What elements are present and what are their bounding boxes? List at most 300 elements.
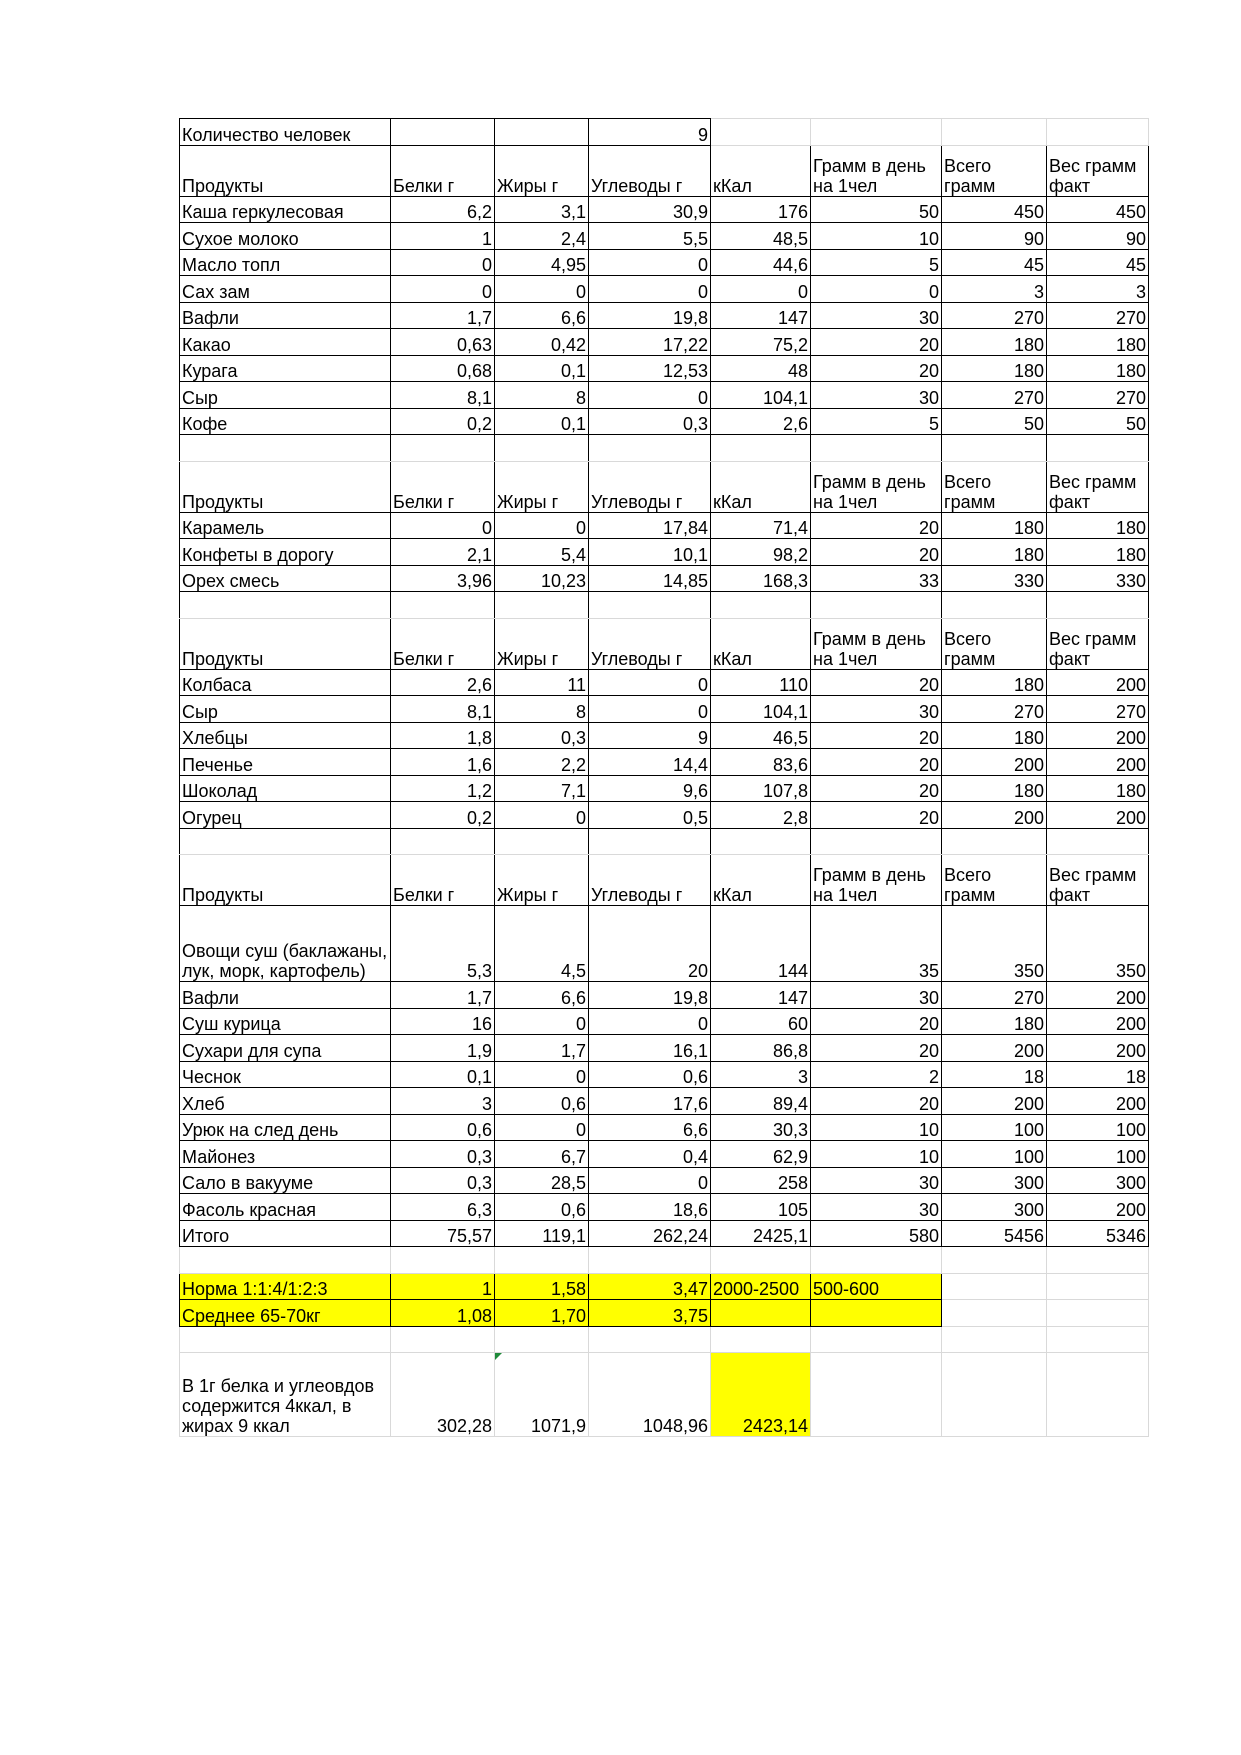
- empty-cell[interactable]: [1047, 1247, 1149, 1274]
- column-header[interactable]: Грамм в день на 1чел: [811, 145, 942, 196]
- product-name[interactable]: Овощи суш (баклажаны, лук, морк, картофель): [180, 906, 391, 982]
- empty-cell[interactable]: [942, 1300, 1047, 1327]
- value-cell[interactable]: 0: [711, 276, 811, 303]
- value-cell[interactable]: 18: [942, 1061, 1047, 1088]
- value-cell[interactable]: 270: [1047, 302, 1149, 329]
- value-cell[interactable]: 1,9: [391, 1035, 495, 1062]
- value-cell[interactable]: 450: [942, 196, 1047, 223]
- value-cell[interactable]: 300: [942, 1194, 1047, 1221]
- value-cell[interactable]: 0: [495, 1061, 589, 1088]
- value-cell[interactable]: 1,2: [391, 775, 495, 802]
- value-cell[interactable]: 0,3: [495, 722, 589, 749]
- value-cell[interactable]: 50: [811, 196, 942, 223]
- avg-value[interactable]: [811, 1300, 942, 1327]
- empty-cell[interactable]: [942, 1326, 1047, 1353]
- empty-cell[interactable]: [180, 1326, 391, 1353]
- empty-cell[interactable]: [711, 592, 811, 619]
- value-cell[interactable]: 6,2: [391, 196, 495, 223]
- value-cell[interactable]: 17,84: [589, 512, 711, 539]
- column-header[interactable]: Всего грамм: [942, 461, 1047, 512]
- value-cell[interactable]: 0: [495, 512, 589, 539]
- product-name[interactable]: Шоколад: [180, 775, 391, 802]
- value-cell[interactable]: 0: [391, 276, 495, 303]
- energy-value[interactable]: 302,28: [391, 1353, 495, 1437]
- empty-cell[interactable]: [711, 1326, 811, 1353]
- value-cell[interactable]: 0: [391, 512, 495, 539]
- value-cell[interactable]: 48,5: [711, 223, 811, 250]
- total-label[interactable]: Итого: [180, 1220, 391, 1247]
- value-cell[interactable]: 10,1: [589, 539, 711, 566]
- value-cell[interactable]: 10,23: [495, 565, 589, 592]
- product-name[interactable]: Чеснок: [180, 1061, 391, 1088]
- norm-label[interactable]: Норма 1:1:4/1:2:3: [180, 1273, 391, 1300]
- value-cell[interactable]: 200: [942, 1035, 1047, 1062]
- empty-cell[interactable]: [1047, 1273, 1149, 1300]
- value-cell[interactable]: 20: [811, 1088, 942, 1115]
- value-cell[interactable]: 200: [1047, 1088, 1149, 1115]
- value-cell[interactable]: 5: [811, 249, 942, 276]
- empty-cell[interactable]: [811, 435, 942, 462]
- value-cell[interactable]: 0: [589, 696, 711, 723]
- value-cell[interactable]: 83,6: [711, 749, 811, 776]
- value-cell[interactable]: 89,4: [711, 1088, 811, 1115]
- column-header[interactable]: Углеводы г: [589, 461, 711, 512]
- total-value[interactable]: 119,1: [495, 1220, 589, 1247]
- value-cell[interactable]: 0,1: [495, 408, 589, 435]
- value-cell[interactable]: 14,4: [589, 749, 711, 776]
- value-cell[interactable]: 33: [811, 565, 942, 592]
- value-cell[interactable]: 62,9: [711, 1141, 811, 1168]
- value-cell[interactable]: 3: [391, 1088, 495, 1115]
- product-name[interactable]: Какао: [180, 329, 391, 356]
- empty-cell[interactable]: [589, 435, 711, 462]
- total-value[interactable]: 5456: [942, 1220, 1047, 1247]
- empty-cell[interactable]: [1047, 592, 1149, 619]
- value-cell[interactable]: 5,4: [495, 539, 589, 566]
- product-name[interactable]: Орех смесь: [180, 565, 391, 592]
- value-cell[interactable]: 5,3: [391, 906, 495, 982]
- value-cell[interactable]: 28,5: [495, 1167, 589, 1194]
- value-cell[interactable]: 20: [811, 512, 942, 539]
- value-cell[interactable]: 35: [811, 906, 942, 982]
- empty-cell[interactable]: [589, 1326, 711, 1353]
- empty-cell[interactable]: [711, 435, 811, 462]
- value-cell[interactable]: 180: [942, 775, 1047, 802]
- value-cell[interactable]: 8: [495, 696, 589, 723]
- column-header[interactable]: Белки г: [391, 855, 495, 906]
- column-header[interactable]: Продукты: [180, 855, 391, 906]
- value-cell[interactable]: 147: [711, 982, 811, 1009]
- empty-cell[interactable]: [942, 592, 1047, 619]
- value-cell[interactable]: 50: [1047, 408, 1149, 435]
- column-header[interactable]: Жиры г: [495, 618, 589, 669]
- value-cell[interactable]: 0: [589, 382, 711, 409]
- value-cell[interactable]: 10: [811, 1114, 942, 1141]
- value-cell[interactable]: 7,1: [495, 775, 589, 802]
- value-cell[interactable]: 0: [495, 1008, 589, 1035]
- empty-cell[interactable]: [811, 1353, 942, 1437]
- product-name[interactable]: Кофе: [180, 408, 391, 435]
- norm-value[interactable]: 1,58: [495, 1273, 589, 1300]
- column-header[interactable]: Углеводы г: [589, 618, 711, 669]
- column-header[interactable]: Жиры г: [495, 461, 589, 512]
- total-value[interactable]: 2425,1: [711, 1220, 811, 1247]
- value-cell[interactable]: 46,5: [711, 722, 811, 749]
- value-cell[interactable]: 270: [942, 382, 1047, 409]
- product-name[interactable]: Сухари для супа: [180, 1035, 391, 1062]
- total-value[interactable]: 262,24: [589, 1220, 711, 1247]
- value-cell[interactable]: 30,3: [711, 1114, 811, 1141]
- column-header[interactable]: Грамм в день на 1чел: [811, 461, 942, 512]
- value-cell[interactable]: 5: [811, 408, 942, 435]
- product-name[interactable]: Каша геркулесовая: [180, 196, 391, 223]
- value-cell[interactable]: 2,8: [711, 802, 811, 829]
- value-cell[interactable]: 17,22: [589, 329, 711, 356]
- value-cell[interactable]: 200: [1047, 669, 1149, 696]
- value-cell[interactable]: 20: [811, 775, 942, 802]
- value-cell[interactable]: 180: [942, 722, 1047, 749]
- product-name[interactable]: Хлебцы: [180, 722, 391, 749]
- value-cell[interactable]: 1,7: [391, 302, 495, 329]
- value-cell[interactable]: 20: [811, 802, 942, 829]
- column-header[interactable]: Углеводы г: [589, 145, 711, 196]
- value-cell[interactable]: 45: [1047, 249, 1149, 276]
- value-cell[interactable]: 0: [589, 669, 711, 696]
- value-cell[interactable]: 45: [942, 249, 1047, 276]
- total-value[interactable]: 5346: [1047, 1220, 1149, 1247]
- product-name[interactable]: Масло топл: [180, 249, 391, 276]
- value-cell[interactable]: 90: [1047, 223, 1149, 250]
- value-cell[interactable]: 90: [942, 223, 1047, 250]
- value-cell[interactable]: 20: [811, 329, 942, 356]
- value-cell[interactable]: 86,8: [711, 1035, 811, 1062]
- value-cell[interactable]: 19,8: [589, 302, 711, 329]
- value-cell[interactable]: 17,6: [589, 1088, 711, 1115]
- value-cell[interactable]: 107,8: [711, 775, 811, 802]
- value-cell[interactable]: 0,68: [391, 355, 495, 382]
- value-cell[interactable]: 12,53: [589, 355, 711, 382]
- empty-cell[interactable]: [942, 1353, 1047, 1437]
- column-header[interactable]: Углеводы г: [589, 855, 711, 906]
- column-header[interactable]: Продукты: [180, 618, 391, 669]
- value-cell[interactable]: 0: [495, 1114, 589, 1141]
- value-cell[interactable]: 180: [1047, 329, 1149, 356]
- value-cell[interactable]: 5,5: [589, 223, 711, 250]
- value-cell[interactable]: 6,6: [589, 1114, 711, 1141]
- value-cell[interactable]: 6,6: [495, 982, 589, 1009]
- value-cell[interactable]: 0: [495, 802, 589, 829]
- value-cell[interactable]: 270: [1047, 696, 1149, 723]
- value-cell[interactable]: 20: [811, 1008, 942, 1035]
- total-value[interactable]: 580: [811, 1220, 942, 1247]
- value-cell[interactable]: 100: [942, 1114, 1047, 1141]
- empty-cell[interactable]: [942, 435, 1047, 462]
- value-cell[interactable]: 0,2: [391, 802, 495, 829]
- column-header[interactable]: Вес грамм факт: [1047, 145, 1149, 196]
- value-cell[interactable]: 20: [589, 906, 711, 982]
- value-cell[interactable]: 105: [711, 1194, 811, 1221]
- value-cell[interactable]: 20: [811, 1035, 942, 1062]
- value-cell[interactable]: 30: [811, 1167, 942, 1194]
- people-label[interactable]: Количество человек: [180, 119, 391, 146]
- value-cell[interactable]: 450: [1047, 196, 1149, 223]
- value-cell[interactable]: 200: [1047, 722, 1149, 749]
- empty-cell[interactable]: [180, 1247, 391, 1274]
- column-header[interactable]: кКал: [711, 145, 811, 196]
- value-cell[interactable]: 200: [1047, 1035, 1149, 1062]
- value-cell[interactable]: 270: [942, 302, 1047, 329]
- value-cell[interactable]: 0: [589, 276, 711, 303]
- empty-cell[interactable]: [711, 1247, 811, 1274]
- value-cell[interactable]: 4,5: [495, 906, 589, 982]
- product-name[interactable]: Сухое молоко: [180, 223, 391, 250]
- value-cell[interactable]: 180: [1047, 512, 1149, 539]
- column-header[interactable]: Всего грамм: [942, 145, 1047, 196]
- value-cell[interactable]: 0: [589, 1167, 711, 1194]
- column-header[interactable]: Продукты: [180, 461, 391, 512]
- empty-cell[interactable]: [942, 119, 1047, 146]
- value-cell[interactable]: 104,1: [711, 696, 811, 723]
- column-header[interactable]: Всего грамм: [942, 855, 1047, 906]
- value-cell[interactable]: 20: [811, 749, 942, 776]
- value-cell[interactable]: 0,4: [589, 1141, 711, 1168]
- value-cell[interactable]: 180: [1047, 775, 1149, 802]
- value-cell[interactable]: 200: [1047, 802, 1149, 829]
- product-name[interactable]: Сыр: [180, 696, 391, 723]
- value-cell[interactable]: 20: [811, 669, 942, 696]
- empty-cell[interactable]: [589, 1247, 711, 1274]
- value-cell[interactable]: 270: [942, 696, 1047, 723]
- product-name[interactable]: Курага: [180, 355, 391, 382]
- value-cell[interactable]: 100: [1047, 1114, 1149, 1141]
- total-value[interactable]: 75,57: [391, 1220, 495, 1247]
- column-header[interactable]: кКал: [711, 618, 811, 669]
- empty-cell[interactable]: [589, 592, 711, 619]
- value-cell[interactable]: 2,4: [495, 223, 589, 250]
- value-cell[interactable]: 0: [589, 249, 711, 276]
- value-cell[interactable]: 6,7: [495, 1141, 589, 1168]
- avg-value[interactable]: [711, 1300, 811, 1327]
- empty-cell[interactable]: [1047, 119, 1149, 146]
- column-header[interactable]: Грамм в день на 1чел: [811, 855, 942, 906]
- value-cell[interactable]: 200: [942, 749, 1047, 776]
- energy-value[interactable]: 2423,14: [711, 1353, 811, 1437]
- column-header[interactable]: Жиры г: [495, 145, 589, 196]
- product-name[interactable]: Карамель: [180, 512, 391, 539]
- avg-value[interactable]: 3,75: [589, 1300, 711, 1327]
- value-cell[interactable]: 10: [811, 223, 942, 250]
- value-cell[interactable]: 300: [1047, 1167, 1149, 1194]
- empty-cell[interactable]: [942, 1273, 1047, 1300]
- empty-cell[interactable]: [495, 1326, 589, 1353]
- value-cell[interactable]: 3: [1047, 276, 1149, 303]
- value-cell[interactable]: 2,2: [495, 749, 589, 776]
- product-name[interactable]: Майонез: [180, 1141, 391, 1168]
- value-cell[interactable]: 60: [711, 1008, 811, 1035]
- value-cell[interactable]: 30: [811, 1194, 942, 1221]
- column-header[interactable]: Жиры г: [495, 855, 589, 906]
- column-header[interactable]: Всего грамм: [942, 618, 1047, 669]
- value-cell[interactable]: 300: [942, 1167, 1047, 1194]
- value-cell[interactable]: 1,6: [391, 749, 495, 776]
- value-cell[interactable]: 20: [811, 539, 942, 566]
- value-cell[interactable]: 200: [1047, 749, 1149, 776]
- empty-cell[interactable]: [1047, 435, 1149, 462]
- value-cell[interactable]: 9: [589, 722, 711, 749]
- value-cell[interactable]: 1,8: [391, 722, 495, 749]
- empty-cell[interactable]: [811, 828, 942, 855]
- product-name[interactable]: Печенье: [180, 749, 391, 776]
- value-cell[interactable]: 71,4: [711, 512, 811, 539]
- product-name[interactable]: Сах зам: [180, 276, 391, 303]
- product-name[interactable]: Суш курица: [180, 1008, 391, 1035]
- empty-cell[interactable]: [1047, 1326, 1149, 1353]
- value-cell[interactable]: 3,96: [391, 565, 495, 592]
- empty-cell[interactable]: [811, 1326, 942, 1353]
- empty-cell[interactable]: [391, 592, 495, 619]
- value-cell[interactable]: 200: [1047, 1194, 1149, 1221]
- value-cell[interactable]: 1: [391, 223, 495, 250]
- value-cell[interactable]: 1,7: [391, 982, 495, 1009]
- column-header[interactable]: Белки г: [391, 618, 495, 669]
- value-cell[interactable]: 350: [942, 906, 1047, 982]
- column-header[interactable]: Вес грамм факт: [1047, 855, 1149, 906]
- value-cell[interactable]: 0: [391, 249, 495, 276]
- product-name[interactable]: Сыр: [180, 382, 391, 409]
- value-cell[interactable]: 180: [942, 669, 1047, 696]
- value-cell[interactable]: 330: [942, 565, 1047, 592]
- value-cell[interactable]: 0,6: [495, 1088, 589, 1115]
- energy-value[interactable]: 1048,96: [589, 1353, 711, 1437]
- value-cell[interactable]: 200: [942, 802, 1047, 829]
- value-cell[interactable]: 147: [711, 302, 811, 329]
- value-cell[interactable]: 180: [942, 355, 1047, 382]
- product-name[interactable]: Урюк на след день: [180, 1114, 391, 1141]
- empty-cell[interactable]: [711, 828, 811, 855]
- value-cell[interactable]: 2,6: [391, 669, 495, 696]
- value-cell[interactable]: 30: [811, 982, 942, 1009]
- product-name[interactable]: Вафли: [180, 302, 391, 329]
- value-cell[interactable]: 180: [1047, 539, 1149, 566]
- empty-cell[interactable]: [180, 592, 391, 619]
- column-header[interactable]: кКал: [711, 461, 811, 512]
- value-cell[interactable]: 0: [495, 276, 589, 303]
- value-cell[interactable]: 8: [495, 382, 589, 409]
- value-cell[interactable]: 8,1: [391, 382, 495, 409]
- value-cell[interactable]: 20: [811, 355, 942, 382]
- value-cell[interactable]: 20: [811, 722, 942, 749]
- empty-cell[interactable]: [495, 435, 589, 462]
- value-cell[interactable]: 75,2: [711, 329, 811, 356]
- empty-cell[interactable]: [495, 119, 589, 146]
- value-cell[interactable]: 0,1: [495, 355, 589, 382]
- value-cell[interactable]: 19,8: [589, 982, 711, 1009]
- empty-cell[interactable]: [391, 1247, 495, 1274]
- people-count[interactable]: 9: [589, 119, 711, 146]
- empty-cell[interactable]: [391, 119, 495, 146]
- value-cell[interactable]: 0,6: [391, 1114, 495, 1141]
- product-name[interactable]: Хлеб: [180, 1088, 391, 1115]
- norm-value[interactable]: 500-600: [811, 1273, 942, 1300]
- value-cell[interactable]: 2: [811, 1061, 942, 1088]
- empty-cell[interactable]: [495, 1247, 589, 1274]
- empty-cell[interactable]: [589, 828, 711, 855]
- empty-cell[interactable]: [1047, 1300, 1149, 1327]
- value-cell[interactable]: 180: [942, 539, 1047, 566]
- value-cell[interactable]: 168,3: [711, 565, 811, 592]
- value-cell[interactable]: 3,1: [495, 196, 589, 223]
- energy-label[interactable]: В 1г белка и углеовдов содержится 4ккал, в жирах 9 ккал: [180, 1353, 391, 1437]
- value-cell[interactable]: 0,5: [589, 802, 711, 829]
- column-header[interactable]: Продукты: [180, 145, 391, 196]
- value-cell[interactable]: 6,3: [391, 1194, 495, 1221]
- value-cell[interactable]: 0: [811, 276, 942, 303]
- value-cell[interactable]: 48: [711, 355, 811, 382]
- value-cell[interactable]: 10: [811, 1141, 942, 1168]
- value-cell[interactable]: 30: [811, 302, 942, 329]
- empty-cell[interactable]: [391, 828, 495, 855]
- value-cell[interactable]: 3: [711, 1061, 811, 1088]
- value-cell[interactable]: 0,3: [589, 408, 711, 435]
- empty-cell[interactable]: [391, 435, 495, 462]
- value-cell[interactable]: 11: [495, 669, 589, 696]
- value-cell[interactable]: 8,1: [391, 696, 495, 723]
- value-cell[interactable]: 100: [1047, 1141, 1149, 1168]
- value-cell[interactable]: 6,6: [495, 302, 589, 329]
- product-name[interactable]: Сало в вакууме: [180, 1167, 391, 1194]
- empty-cell[interactable]: [942, 828, 1047, 855]
- value-cell[interactable]: 0,3: [391, 1167, 495, 1194]
- empty-cell[interactable]: [495, 592, 589, 619]
- value-cell[interactable]: 4,95: [495, 249, 589, 276]
- value-cell[interactable]: 200: [1047, 1008, 1149, 1035]
- column-header[interactable]: Грамм в день на 1чел: [811, 618, 942, 669]
- column-header[interactable]: Вес грамм факт: [1047, 461, 1149, 512]
- column-header[interactable]: Белки г: [391, 145, 495, 196]
- value-cell[interactable]: 0,3: [391, 1141, 495, 1168]
- value-cell[interactable]: 0,1: [391, 1061, 495, 1088]
- empty-cell[interactable]: [811, 119, 942, 146]
- value-cell[interactable]: 30: [811, 382, 942, 409]
- value-cell[interactable]: 180: [942, 1008, 1047, 1035]
- value-cell[interactable]: 200: [1047, 982, 1149, 1009]
- norm-value[interactable]: 2000-2500: [711, 1273, 811, 1300]
- empty-cell[interactable]: [711, 119, 811, 146]
- value-cell[interactable]: 2,6: [711, 408, 811, 435]
- value-cell[interactable]: 258: [711, 1167, 811, 1194]
- energy-value[interactable]: 1071,9: [495, 1353, 589, 1437]
- product-name[interactable]: Вафли: [180, 982, 391, 1009]
- empty-cell[interactable]: [811, 1247, 942, 1274]
- value-cell[interactable]: 270: [1047, 382, 1149, 409]
- value-cell[interactable]: 144: [711, 906, 811, 982]
- value-cell[interactable]: 180: [942, 329, 1047, 356]
- value-cell[interactable]: 14,85: [589, 565, 711, 592]
- product-name[interactable]: Колбаса: [180, 669, 391, 696]
- empty-cell[interactable]: [811, 592, 942, 619]
- empty-cell[interactable]: [1047, 1353, 1149, 1437]
- value-cell[interactable]: 0: [589, 1008, 711, 1035]
- value-cell[interactable]: 350: [1047, 906, 1149, 982]
- product-name[interactable]: Фасоль красная: [180, 1194, 391, 1221]
- value-cell[interactable]: 44,6: [711, 249, 811, 276]
- value-cell[interactable]: 18,6: [589, 1194, 711, 1221]
- value-cell[interactable]: 0,6: [495, 1194, 589, 1221]
- product-name[interactable]: Конфеты в дорогу: [180, 539, 391, 566]
- value-cell[interactable]: 50: [942, 408, 1047, 435]
- value-cell[interactable]: 30: [811, 696, 942, 723]
- avg-value[interactable]: 1,70: [495, 1300, 589, 1327]
